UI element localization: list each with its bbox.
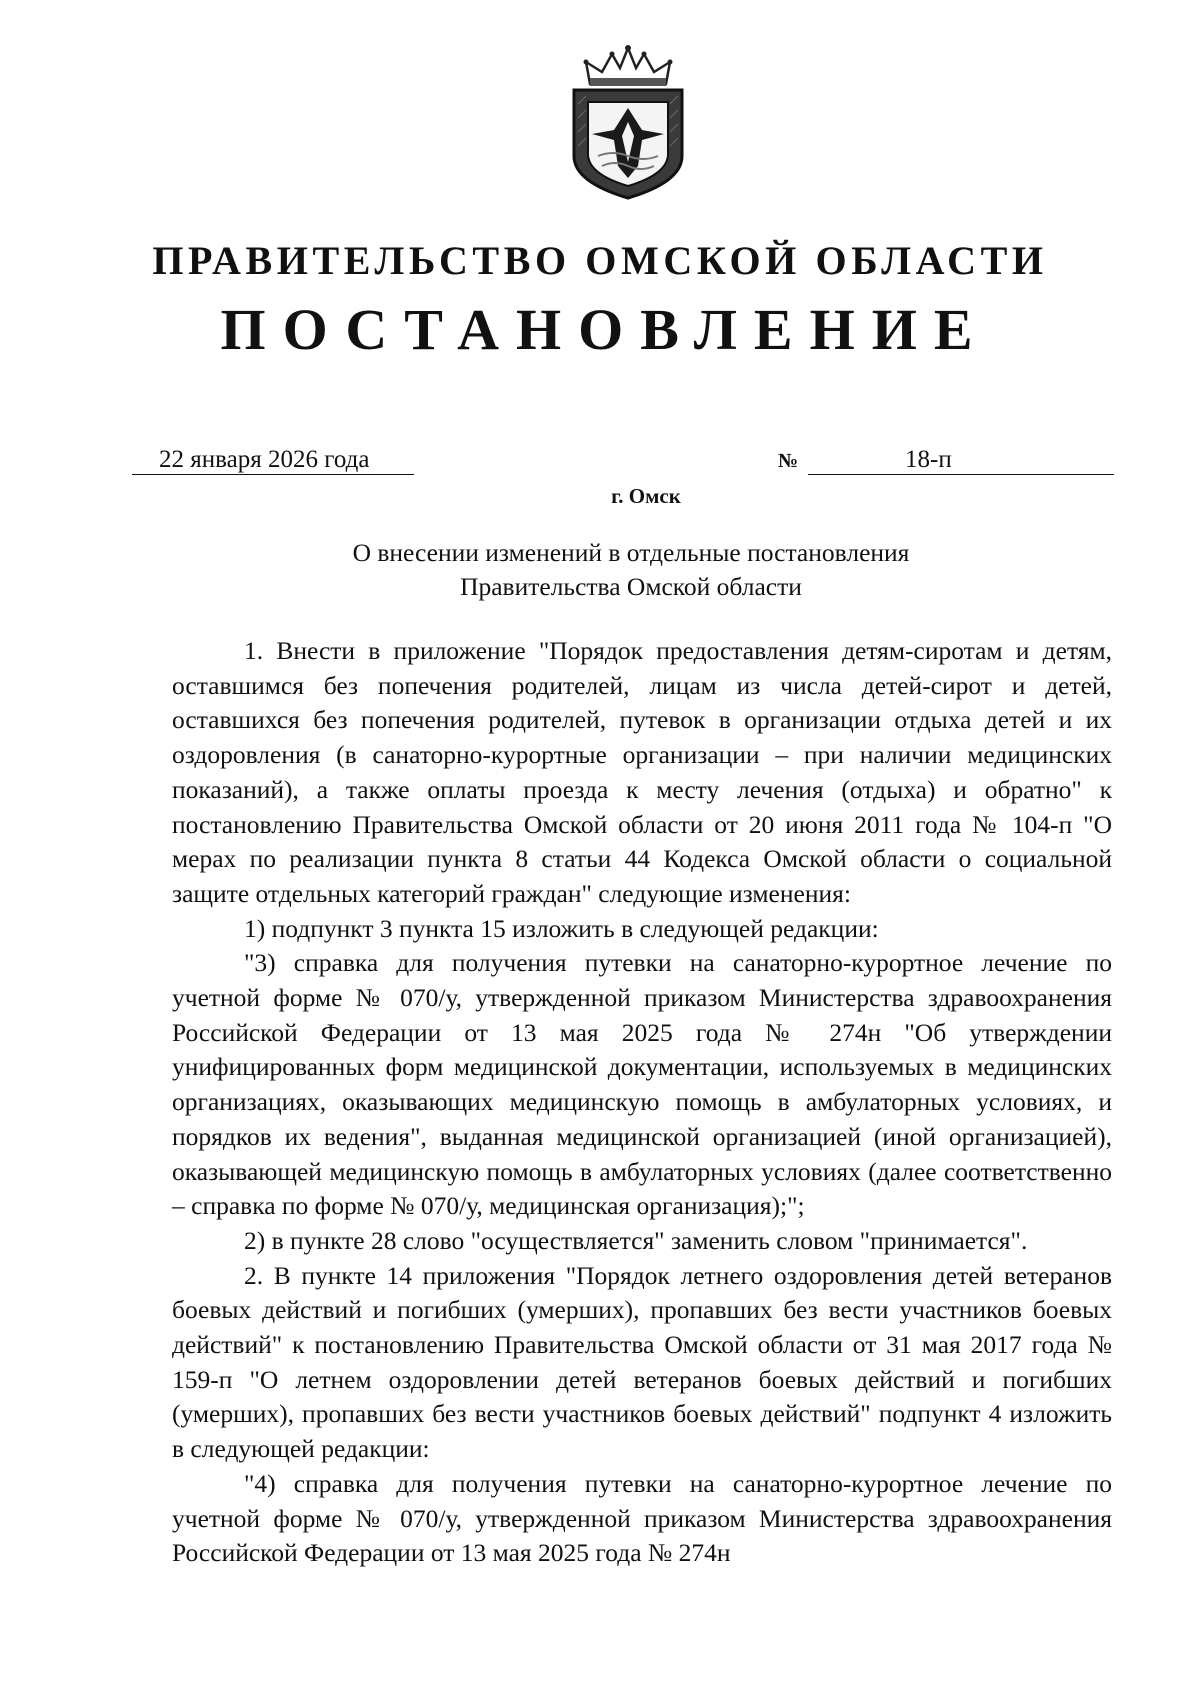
- document-number: 18-п: [905, 446, 952, 473]
- body-paragraph: 1) подпункт 3 пункта 15 изложить в следующей редакции:: [244, 913, 879, 943]
- document-date-field: [132, 442, 414, 475]
- body-paragraph: "4) справка для получения путевки на санаторно-курортное лечение по учетной форме № 070/у, утвержденной приказом Министерства здравоохранения Российской Федерации от 13 мая 2025 года № 274н: [172, 1468, 1112, 1568]
- organization-title: ПРАВИТЕЛЬСТВО ОМСКОЙ ОБЛАСТИ: [152, 238, 1048, 283]
- document-type-title: ПОСТАНОВЛЕНИЕ: [220, 297, 990, 362]
- number-sign: №: [778, 450, 799, 472]
- city-label: г. Омск: [611, 484, 681, 508]
- document-body: [172, 634, 1112, 1571]
- coat-of-arms-icon: [568, 44, 688, 200]
- subject-line: О внесении изменений в отдельные постановления: [352, 538, 910, 567]
- subject-line: Правительства Омской области: [460, 572, 802, 601]
- document-date: 22 января 2026 года: [159, 446, 370, 473]
- document-subject: [300, 536, 962, 604]
- body-paragraph: 1. Внести в приложение "Порядок предоставления детям-сиротам и детям, оставшимся без попечения родителей, лицам из числа детей-сирот и детей, оставшихся без попечения родителей, путевок в организации отдыха детей и их оздоровления (в санаторно-курортные организации – при наличии медицинских показаний), а также оплаты проезда к месту лечения (отдыха) и обратно" к постановлению Правительства Омской области от 20 июня 2011 года № 104-п "О мерах по реализации пункта 8 статьи 44 Кодекса Омской области о социальной защите отдельных категорий граждан" следующие изменения:: [172, 636, 1112, 908]
- body-paragraph: 2. В пункте 14 приложения "Порядок летнего оздоровления детей ветеранов боевых действий и погибших (умерших), пропавших без вести участников боевых действий" к постановлению Правительства Омской области от 31 мая 2017 года № 159-п "О летнем оздоровлении детей ветеранов боевых действий и погибших (умерших), пропавших без вести участников боевых действий" подпункт 4 изложить в следующей редакции:: [172, 1260, 1112, 1464]
- body-paragraph: "3) справка для получения путевки на санаторно-курортное лечение по учетной форме № 070/у, утвержденной приказом Министерства здравоохранения Российской Федерации от 13 мая 2025 года № 274н "Об утверждении унифицированных форм медицинской документации, используемых в медицинских организациях, оказывающих медицинскую помощь в амбулаторных условиях, и порядков их ведения", выданная медицинской организацией (иной организацией), оказывающей медицинскую помощь в амбулаторных условиях (далее соответственно – справка по форме № 070/у, медицинская организация);";: [172, 948, 1112, 1221]
- document-number-field: [808, 442, 1114, 475]
- body-paragraph: 2) в пункте 28 слово "осуществляется" заменить словом "принимается".: [244, 1225, 1028, 1255]
